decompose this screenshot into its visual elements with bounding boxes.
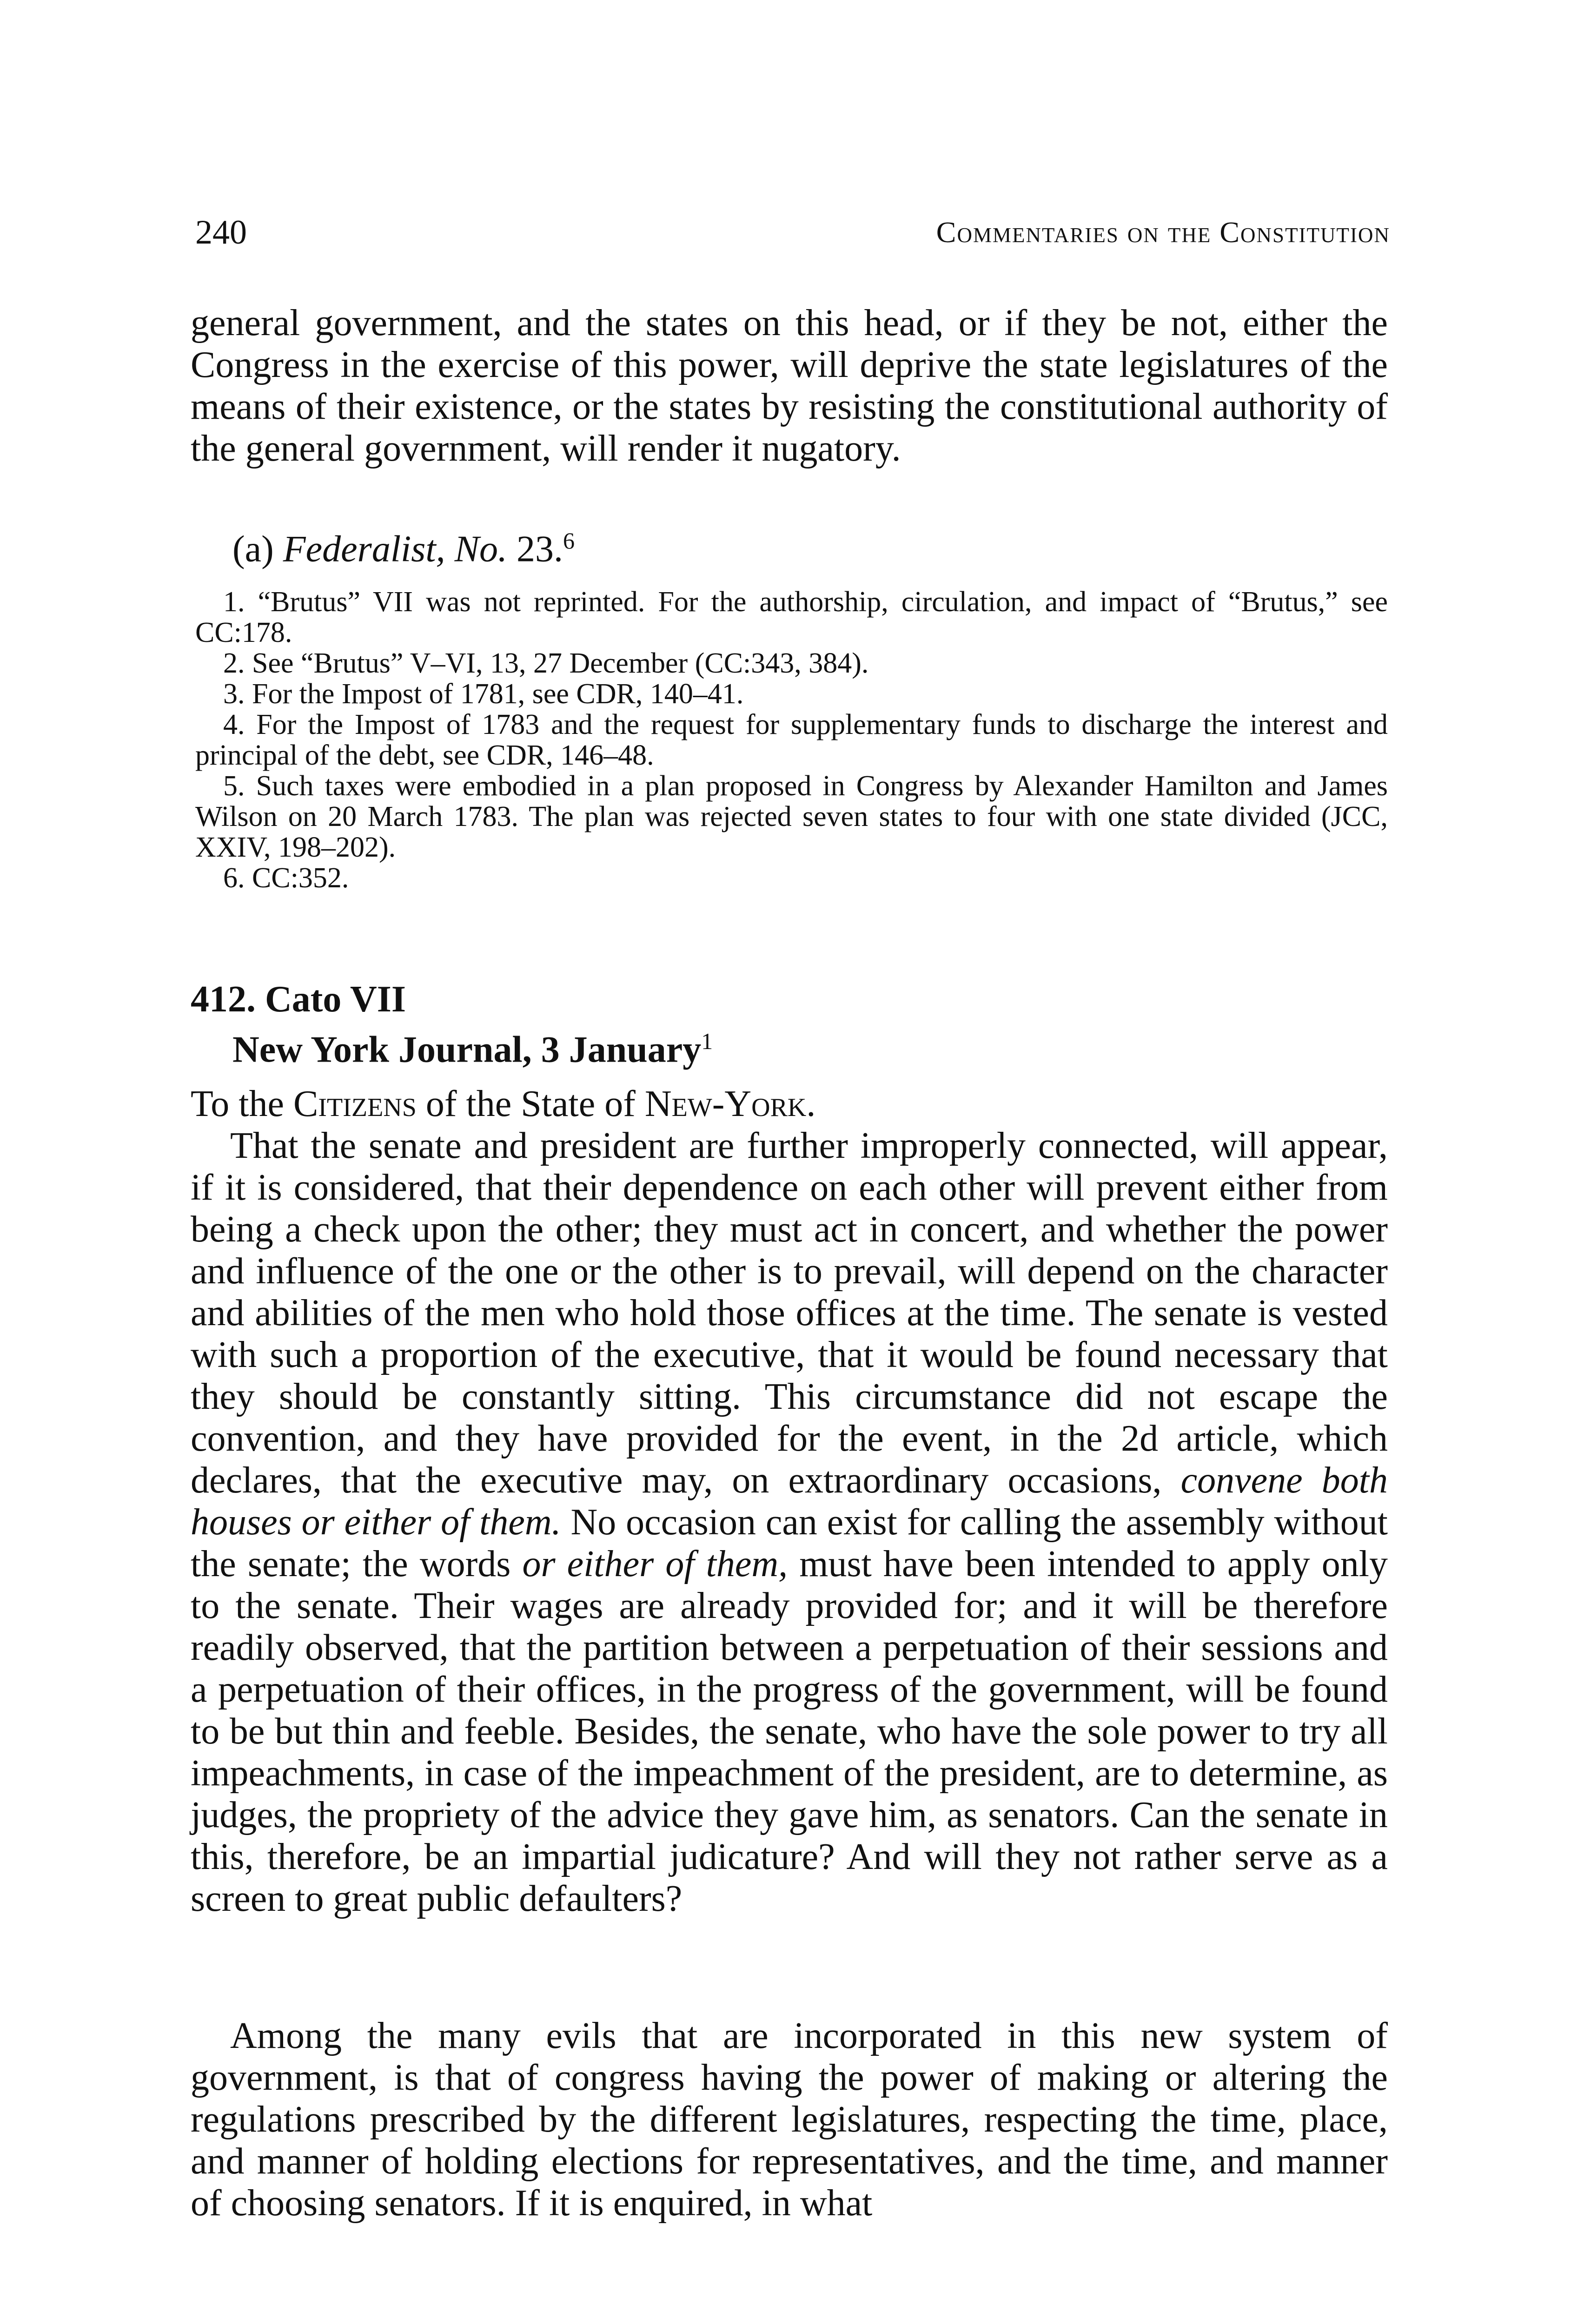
footnote-1: 1. “Brutus” VII was not reprinted. For the authorship, circulation, and impact of “Brutus,” see CC:178. xyxy=(195,586,1388,648)
running-title: Commentaries on the Constitution xyxy=(936,216,1390,249)
source-note-prefix: (a) xyxy=(232,528,283,570)
page-number: 240 xyxy=(195,213,247,251)
document-subheading xyxy=(232,1020,713,1071)
paragraph-many-evils: Among the many evils that are incorporated in this new system of government, is that of congress having the power of making or altering the regulations prescribed by the different legislatures, respecting the time, place, and manner of holding elections for representatives, and the time, and manner of choosing senators. If it is enquired, in what xyxy=(191,2015,1388,2224)
salutation xyxy=(191,1083,815,1125)
footnote-5: 5. Such taxes were embodied in a plan proposed in Congress by Alexander Hamilton and James Wilson on 20 March 1783. The plan was rejected seven states to four with one state divided (JCC, XXIV, 198–202). xyxy=(195,770,1388,863)
salutation-citizens: Citizens xyxy=(293,1083,417,1124)
salutation-part: . xyxy=(806,1083,816,1124)
source-note-marker: 6 xyxy=(563,528,575,554)
footnote-6: 6. CC:352. xyxy=(223,862,349,894)
paragraph-italic-quote: or either of them, xyxy=(522,1544,788,1585)
document-heading: 412. Cato VII xyxy=(191,979,406,1020)
paragraph-senate-president xyxy=(191,1125,1388,1920)
document-subheading-marker: 1 xyxy=(701,1028,713,1054)
paragraph-text: That the senate and president are further improperly connected, will appear, if it is considered, that their dependence on each other will prevent either from being a check upon the other; they must act in concert, and whether the power and influence of the one or the other is to prevail, will depend on the character and abilities of the men who hold those offices at the time. The senate is vested with such a proportion of the executive, that it would be found necessary that they should be constantly sitting. This circumstance did not escape the convention, and they have provided for the event, in the 2d article, which declares, that the executive may, on extraordinary occasions, xyxy=(191,1125,1388,1501)
salutation-state: New-York xyxy=(644,1083,807,1124)
paragraph-italic-quote: convene both houses or either of them. xyxy=(191,1460,1388,1543)
salutation-part: To the xyxy=(191,1083,294,1124)
paragraph-text: must have been intended to apply only to the senate. Their wages are already provided for; and it will be therefore readily observed, that the partition between a perpetuation of their sessions and a perpetuation of their offices, in the progress of the government, will be found to be but thin and feeble. Besides, the senate, who have the sole power to try all impeachments, in case of the impeachment of the president, are to determine, as judges, the propriety of the advice they gave him, as senators. Can the senate in this, therefore, be an impartial judicature? And will they not rather serve as a screen to great public defaulters? xyxy=(191,1544,1388,1919)
salutation-part: of the State of xyxy=(416,1083,645,1124)
document-source: New York Journal, 3 January xyxy=(232,1029,702,1070)
footnote-4: 4. For the Impost of 1783 and the request for supplementary funds to discharge the interest and principal of the debt, see CDR, 146–48. xyxy=(195,709,1388,771)
running-head xyxy=(195,211,1390,253)
footnote-2: 2. See “Brutus” V–VI, 13, 27 December (CC:343, 384). xyxy=(223,647,869,679)
paragraph-continued: general government, and the states on this head, or if they be not, either the Congress in the exercise of this power, will deprive the state legislatures of the means of their existence, or the states by resisting the constitutional authority of the general government, will render it nugatory. xyxy=(191,303,1388,469)
footnote-3: 3. For the Impost of 1781, see CDR, 140–41. xyxy=(223,678,744,710)
source-note-number: 23. xyxy=(507,528,563,570)
source-note-title: Federalist, No. xyxy=(283,528,507,570)
source-note xyxy=(232,520,575,570)
paragraph-text: No occasion can exist for calling the assembly without the senate; the words xyxy=(191,1502,1388,1585)
footnotes xyxy=(195,587,1388,893)
